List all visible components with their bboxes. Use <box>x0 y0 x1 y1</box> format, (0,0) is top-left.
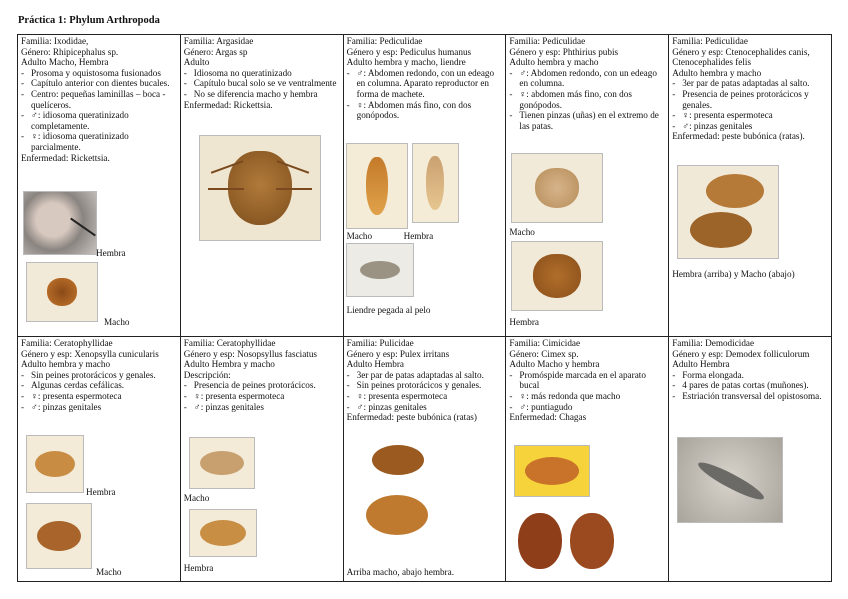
trait-list: - Presencia de peines protorácicos. - ♀: presenta espermoteca - ♂: pinzas genitales <box>184 380 340 412</box>
trait-list: - Promóspide marcada en el aparato bucal - ♀: más redonda que macho - ♂: puntiagudo <box>509 370 665 412</box>
cell-ctenocephalides <box>669 35 832 337</box>
nosopsyllus-female-photo <box>189 509 257 557</box>
trait-list: - ♂: Abdomen redondo, con un edeago en columna. Aparato reproductor en forma de machete. - ♀: Abdomen más fino, con dos gonópodos. <box>347 68 503 121</box>
trait-list: - Idiosoma no queratinizado - Capítulo bucal solo se ve ventralmente - No se diferencia macho y hembra <box>184 68 340 100</box>
caption-macho: Macho <box>104 317 130 327</box>
louse-male-photo <box>346 143 408 229</box>
cell-nosopsyllus <box>180 337 343 582</box>
tick-male-photo <box>26 262 98 322</box>
cell-pediculus <box>343 35 506 337</box>
caption-hembra-macho: Hembra (arriba) y Macho (abajo) <box>672 269 795 279</box>
caption-macho: Macho <box>183 493 210 503</box>
triatoma-photo <box>514 445 590 497</box>
crab-louse-female-photo <box>511 241 603 311</box>
caption-macho: Macho <box>509 227 535 237</box>
caption-pulex: Arriba macho, abajo hembra. <box>346 567 454 577</box>
trait-list: - Forma elongada. - 4 pares de patas cortas (muñones). - Estriación transversal del opistosoma. <box>672 370 828 402</box>
cell-text: Familia: Pediculidae Género y esp: Ctenocephalides canis, Ctenocephalides felis Adulto hembra y macho - 3er par de patas adaptadas al salto. - Presencia de peines protorácicos y genales. - ♀: presenta espermoteca - ♂: pinzas genitales Enfermedad: peste bubónica (ratas). <box>672 36 828 142</box>
trait-list: - 3er par de patas adaptadas al salto. - Presencia de peines protorácicos y genales. - ♀: presenta espermoteca - ♂: pinzas genitales <box>672 78 828 131</box>
tick-female-photo <box>23 191 97 255</box>
page-title: Práctica 1: Phylum Arthropoda <box>18 15 160 26</box>
caption-liendre: Liendre pegada al pelo <box>346 305 431 315</box>
cell-demodex <box>669 337 832 582</box>
caption-hembra: Hembra <box>403 231 434 241</box>
cell-argasidae <box>180 35 343 337</box>
cell-xenopsylla <box>18 337 181 582</box>
cell-text: Familia: Demodicidae Género y esp: Demodex folliculorum Adulto Hembra - Forma elongada. - 4 pares de patas cortas (muñones). - Estriación transversal del opistosoma. <box>672 338 828 402</box>
cell-text: Familia: Ceratophyllidae Género y esp: Nosopsyllus fasciatus Adulto Hembra y macho Descripción: - Presencia de peines protorácicos. - ♀: presenta espermoteca - ♂: pinzas genitales <box>184 338 340 412</box>
trait-list: - Sin peines protorácicos y genales. - Algunas cerdas cefálicas. - ♀: presenta espermoteca - ♂: pinzas genitales <box>21 370 177 412</box>
caption-macho: Macho <box>346 231 373 241</box>
cell-cimex <box>506 337 669 582</box>
caption-macho: Macho <box>96 567 122 577</box>
trait-list: - Prosoma y oquistosoma fusionados - Capítulo anterior con dientes bucales. - Centro: pequeñas laminillas – boca - quelíceros. - ♂: idiosoma queratinizado completamente. - ♀: idiosoma queratinizado parcialmente. <box>21 68 177 153</box>
louse-female-photo <box>412 143 459 223</box>
cell-text: Familia: Pulicidae Género y esp: Pulex irritans Adulto Hembra - 3er par de patas adaptadas al salto. - Sin peines protorácicos y genales. - ♀: presenta espermoteca - ♂: pinzas genitales Enfermedad: peste bubónica (ratas) <box>347 338 503 423</box>
cell-text: Familia: Cimicidae Género: Cimex sp. Adulto Macho y hembra - Promóspide marcada en el aparato bucal - ♀: más redonda que macho - ♂: puntiagudo Enfermedad: Chagas <box>509 338 665 423</box>
demodex-photo <box>677 437 783 523</box>
argas-photo <box>199 135 321 241</box>
cell-text: Familia: Ceratophyllidae Género y esp: Xenopsylla cunicularis Adulto hembra y macho - Sin peines protorácicos y genales. - Algunas cerdas cefálicas. - ♀: presenta espermoteca - ♂: pinzas genitales <box>21 338 177 412</box>
nosopsyllus-male-photo <box>189 437 255 489</box>
xenopsylla-female-photo <box>26 435 84 493</box>
cell-pulex <box>343 337 506 582</box>
cell-text: Familia: Pediculidae Género y esp: Phthirius pubis Adulto hembra y macho - ♂: Abdomen redondo, con un edeago en columna. - ♀: abdomen más fino, con dos gonópodos. - Tienen pinzas (uñas) en el extremo de las patas. <box>509 36 665 131</box>
cat-flea-photo <box>677 165 779 259</box>
caption-hembra: Hembra <box>86 487 116 497</box>
xenopsylla-male-photo <box>26 503 92 569</box>
trait-list: - 3er par de patas adaptadas al salto. - Sin peines protorácicos y genales. - ♀: presenta espermoteca - ♂: pinzas genitales <box>347 370 503 412</box>
cimex-photo <box>514 503 618 573</box>
cell-text: Familia: Pediculidae Género y esp: Pediculus humanus Adulto hembra y macho, liendre - ♂: Abdomen redondo, con un edeago en columna. Aparato reproductor en forma de machete. - ♀: Abdomen más fino, con dos gonópodos. <box>347 36 503 121</box>
caption-hembra: Hembra <box>183 563 214 573</box>
pulex-photo <box>362 443 436 563</box>
crab-louse-male-photo <box>511 153 603 223</box>
cell-text: Familia: Argasidae Género: Argas sp Adulto - Idiosoma no queratinizado - Capítulo bucal solo se ve ventralmente - No se diferencia macho y hembra Enfermedad: Rickettsia. <box>184 36 340 110</box>
cell-text: Familia: Ixodidae, Género: Rhipicephalus sp. Adulto Macho, Hembra - Prosoma y oquistosoma fusionados - Capítulo anterior con dientes bucales. - Centro: pequeñas laminillas – boca - quelíceros. - ♂: idiosoma queratinizado completamente. - ♀: idiosoma queratinizado parcialmente. Enfermedad: Rickettsia. <box>21 36 177 163</box>
cell-phthirius <box>506 35 669 337</box>
caption-hembra: Hembra <box>96 248 126 258</box>
caption-hembra: Hembra <box>509 317 539 327</box>
trait-list: - ♂: Abdomen redondo, con un edeago en columna. - ♀: abdomen más fino, con dos gonópodos. - Tienen pinzas (uñas) en el extremo de las patas. <box>509 68 665 132</box>
species-table <box>17 34 832 582</box>
cell-ixodidae <box>18 35 181 337</box>
nit-photo <box>346 243 414 297</box>
